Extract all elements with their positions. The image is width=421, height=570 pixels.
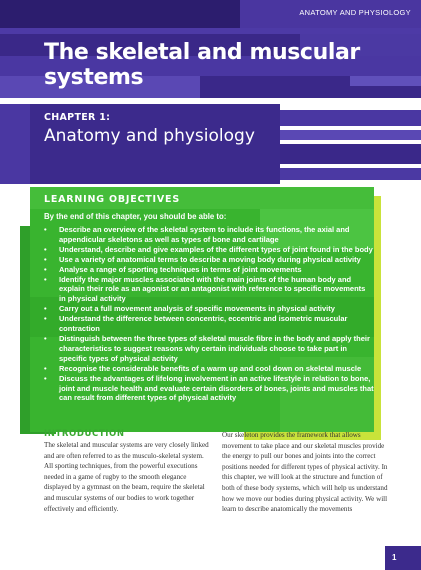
chapter-title: Anatomy and physiology [44, 126, 255, 146]
chapter-label: CHAPTER 1: [44, 112, 111, 123]
objective-text: Distinguish between the three types of skeletal muscle fibre in the body and apply their characteristics to suggest reasons why certain individuals choose to take part in specific types of physical activity [59, 333, 370, 363]
objective-text: Understand, describe and give examples of the different types of joint found in the body [59, 244, 373, 254]
introduction-right-column: Our skeleton provides the framework that allows movement to take place and our skeletal muscles provide the energy to pull our bones and joints into the correct positions needed for different types of physical activity. In this chapter, we will look at the structure and function of both of these body systems, which will help us understand how we move our bodies during physical activity. We will learn to describe anatomically the movements [222, 431, 388, 514]
objective-item [44, 265, 374, 275]
chapter-stripe [280, 110, 421, 126]
bullet-icon: • [44, 304, 47, 314]
bullet-icon: • [44, 274, 47, 284]
bullet-icon: • [44, 264, 47, 274]
chapter-stripe [280, 144, 421, 164]
page-title: The skeletal and muscular systems [44, 40, 360, 90]
objective-item [44, 314, 374, 334]
objective-text: Describe an overview of the skeletal system to include its functions, the axial and appendicular skeletons as well as types of bone and cartilage [59, 225, 350, 244]
page-number: 1 [392, 553, 397, 562]
bullet-icon: • [44, 363, 47, 373]
objective-item [44, 255, 374, 265]
objective-text: Discuss the advantages of lifelong involvement in an active lifestyle in relation to bone, joint and muscle health and evaluate certain disorders of bones, joints and muscles that can result from different types of physical activity [59, 373, 374, 403]
chapter-stripe [0, 104, 30, 184]
introduction-left-column: The skeletal and muscular systems are very closely linked and are often referred to as the musculo-skeletal system. All sporting techniques, from the powerful executions needed in a game of rugby to the smooth elegance displayed by a gymnast on the beam, require the skeletal and muscular systems of our bodies to work together effectively and efficiently. [44, 441, 209, 513]
objective-text: Carry out a full movement analysis of specific movements in physical activity [59, 304, 335, 314]
bullet-icon: • [44, 225, 47, 234]
bullet-icon: • [44, 314, 47, 324]
objective-item [44, 334, 374, 364]
bullet-icon: • [44, 373, 47, 383]
objective-text: Analyse a range of sporting techniques in terms of joint movements [59, 264, 302, 274]
objective-item [44, 245, 374, 255]
objectives-list [44, 225, 374, 403]
bullet-icon: • [44, 333, 47, 343]
banner-stripe [0, 0, 240, 28]
bullet-icon: • [44, 244, 47, 254]
running-header: ANATOMY AND PHYSIOLOGY [299, 8, 411, 17]
objective-text: Use a variety of anatomical terms to describe a moving body during physical activity [59, 254, 361, 264]
chapter-stripe [280, 168, 421, 180]
objective-item [44, 304, 374, 314]
objective-text: Recognise the considerable benefits of a warm up and cool down on skeletal muscle [59, 363, 362, 373]
objective-item [44, 374, 374, 404]
objective-item [44, 364, 374, 374]
objective-item [44, 225, 374, 245]
introduction-heading: INTRODUCTION [44, 429, 125, 439]
objectives-intro: By the end of this chapter, you should be able to: [44, 212, 227, 221]
bullet-icon: • [44, 254, 47, 264]
objective-item [44, 275, 374, 305]
objective-text: Understand the difference between concentric, eccentric and isometric muscular contraction [59, 314, 348, 334]
objectives-heading: LEARNING OBJECTIVES [44, 194, 180, 205]
chapter-stripe [280, 130, 421, 140]
page-number-tab [385, 546, 421, 570]
objective-text: Identify the major muscles associated with the main joints of the human body and explain their role as an agonist or an antagonist with reference to specific movements in physical activity [59, 274, 366, 304]
